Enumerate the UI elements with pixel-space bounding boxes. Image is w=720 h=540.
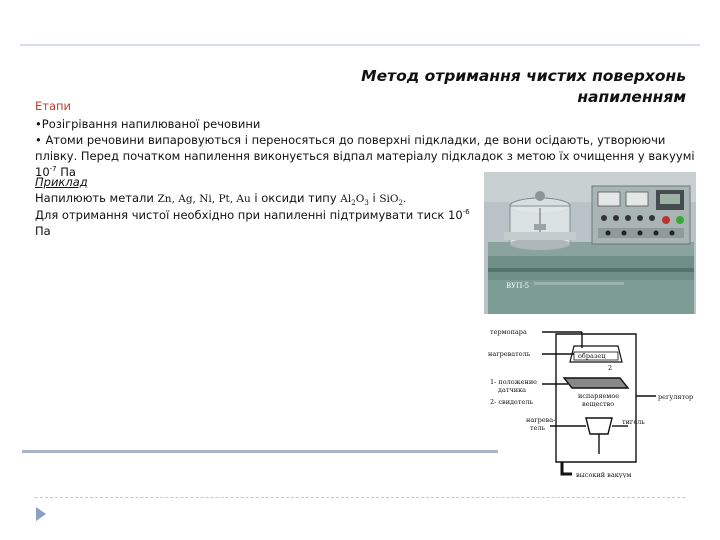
label-sample: образец [578, 352, 606, 360]
example-line-1 [35, 190, 475, 207]
bullet-1: •Розігрівання напилюваної речовини [35, 117, 261, 131]
metals-list: Zn, Ag, Ni, Pt, Au [157, 193, 251, 205]
example-block [35, 174, 475, 239]
middle-divider [22, 450, 498, 453]
stages-label: Етапи [35, 99, 72, 113]
oxide-1 [340, 193, 369, 208]
example-mid: і оксиди типу [250, 191, 341, 205]
title-line-1: Метод отримання чистих поверхонь [361, 67, 686, 85]
oxide-1-b: O [355, 193, 365, 205]
device-label: ВУП-5 [506, 282, 530, 290]
label-heater: нагреватель [488, 350, 531, 358]
play-arrow-icon[interactable] [36, 507, 46, 521]
oxide-2 [379, 193, 407, 208]
oxide-2-sub: 2 [398, 199, 403, 208]
label-pos2: 2- свидетель [490, 398, 533, 406]
label-pos1b: датчика [498, 386, 527, 394]
label-heater-bottom-2: тель [530, 424, 546, 432]
bottom-divider [35, 497, 685, 498]
example-line-2-exponent: -6 [462, 208, 470, 217]
label-heater-bottom-1: нагрева- [526, 416, 556, 424]
top-divider [20, 44, 700, 46]
bullet-2-text: • Атоми речовини випаровуються і переносяться до поверхні підкладки, де вони осідають, утворюючи плівку. Перед початком напилення виконується відпал матеріалу підкладок з метою їх очищення у вакуумі 10 [35, 133, 695, 179]
example-line-2-text: Для отримання чистої необхідно при напиленні підтримувати тиск 10 [35, 208, 463, 222]
example-line-2 [35, 207, 475, 239]
example-title: Приклад [35, 175, 88, 189]
slide-title [260, 66, 686, 108]
vacuum-device-photo [484, 172, 696, 314]
and-word: і [368, 191, 380, 205]
label-regulator: регулятор [658, 393, 694, 401]
bullet-2-exponent: -7 [49, 165, 57, 174]
oxide-1-sub1: 2 [351, 199, 356, 208]
label-substance: вещество [582, 400, 615, 408]
label-thermopair: термопара [490, 328, 527, 336]
bullet-2-unit: Па [56, 165, 76, 179]
oxide-1-a: Al [340, 193, 352, 205]
label-crucible: тигель [622, 418, 645, 426]
oxide-1-sub2: 3 [364, 199, 369, 208]
label-evaporated: испаряемое [578, 392, 620, 400]
label-vacuum: высокий вакуум [576, 471, 632, 478]
label-pos1: 1- положение [490, 378, 538, 386]
example-line-2-unit: Па [35, 224, 51, 238]
label-num-2: 2 [608, 364, 613, 372]
stages-text [35, 116, 695, 180]
example-prefix: Напилюють метали [35, 191, 158, 205]
oxide-2-a: SiO [379, 193, 399, 205]
deposition-schematic [486, 322, 704, 478]
title-line-2: напиленням [577, 88, 686, 106]
oxide-end: . [402, 193, 407, 205]
